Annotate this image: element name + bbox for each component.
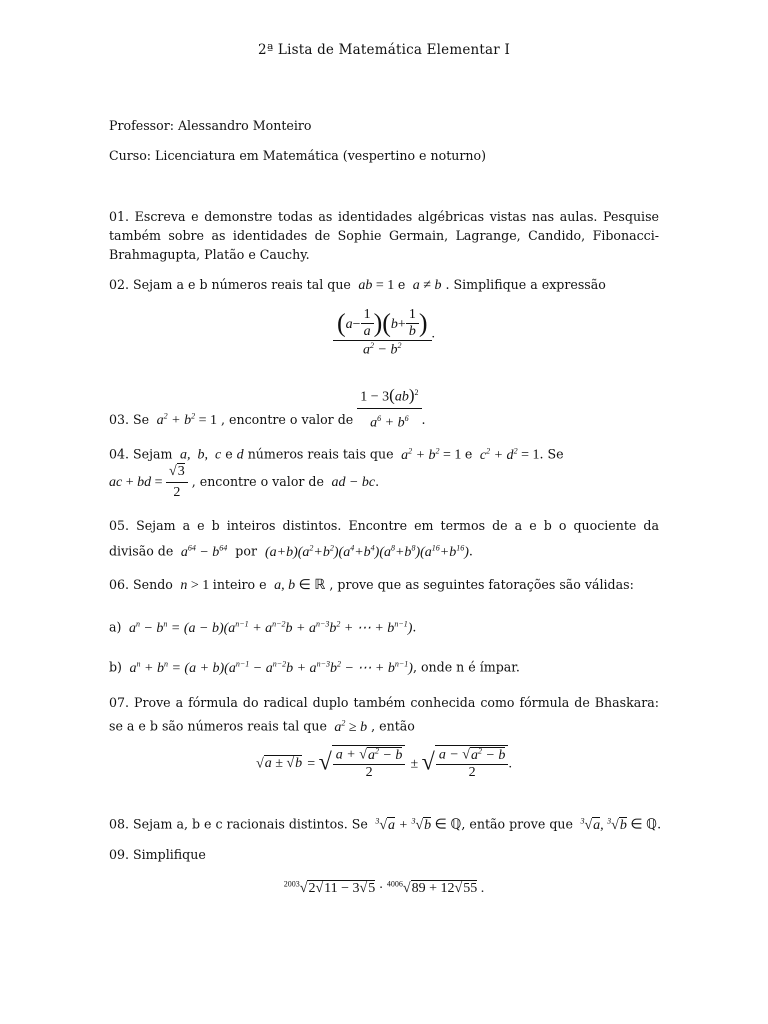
exercise-04-text-d: . Se xyxy=(539,446,564,462)
title-text: 2ª Lista de Matemática Elementar I xyxy=(258,42,510,58)
exercise-06-text-b: inteiro e xyxy=(212,577,267,592)
exercise-07-text-b: , então xyxy=(371,718,415,734)
exercise-06-statement: 06. Sendo n > 1 inteiro e a, b ∈ ℝ , prove que as seguintes fatorações são válidas: xyxy=(109,577,634,593)
exercise-06-item-b: b) $a^n + b^n = (a + b)(a^{n-1} - a^{n-2}b + a^{n-3}b^2$ − ⋯ + $b^{n-1}$), onde n é ímpar. xyxy=(109,659,520,676)
exercise-04-text-e: , encontre o valor de xyxy=(191,474,324,489)
sqrt3-over-2: $\frac{√3}{2}$ xyxy=(166,462,188,503)
exercise-09-statement: 09. Simplifique xyxy=(109,847,206,862)
exercise-06-text-c: , prove que as seguintes fatorações são válidas: xyxy=(329,577,634,592)
exercise-05-line-1: 05. Sejam a e b inteiros distintos. Encontre em termos de a e b o quociente da xyxy=(109,518,659,533)
exercise-07-text-a: se a e b são números reais tal que xyxy=(109,718,327,734)
exercise-02-statement: 02. Sejam a e b números reais tal que ab = 1 e a ≠ b . Simplifique a expressão xyxy=(109,277,606,293)
exercise-09-expression: $^{2003}$√2√11 − 3√5 · $^{4006}$√89 + 12√55 . xyxy=(283,879,485,896)
exercise-05-text-a: divisão de xyxy=(109,543,174,559)
exercise-02-expression: (a− $\frac{1}{a}$ )(b+ $\frac{1}{b}$ ) $a^2 - b^2$ . xyxy=(0,307,768,359)
exercise-07-formula: √a ± √b = √ $\frac{a + √a^2 - b}{2}$ ± √ $\frac{a - √a^2 - b}{2}$ . xyxy=(256,746,512,780)
exercise-06-item-a: a) $a^n - b^n = (a - b)(a^{n-1} + a^{n-2}b + a^{n-3}b^2$ + ⋯ + $b^{n-1}$). xyxy=(109,619,417,636)
exercise-01-line-2: também sobre as identidades de Sophie Germain, Lagrange, Candido, Fibonacci- xyxy=(109,228,659,243)
exercise-02-text-b: e xyxy=(397,277,406,292)
professor-line: Professor: Alessandro Monteiro xyxy=(109,118,312,133)
formula-a-neq-b: a ≠ b xyxy=(409,278,442,293)
exercise-06-text-a: 06. Sendo xyxy=(109,577,173,592)
exercise-04-line-1: 04. Sejam a, b, c e d números reais tais que $a^2 + b^2 = 1$ e $c^2 + d^2 = 1$. Se xyxy=(109,446,564,463)
exercise-04-line-2: ac + bd = $\frac{√3}{2}$ , encontre o valor de ad − bc. xyxy=(109,462,659,503)
exercise-07-line-1: 07. Prove a fórmula do radical duplo também conhecida como fórmula de Bhaskara: xyxy=(109,695,659,710)
exercise-07-line-2: se a e b são números reais tal que $a^2 \ge b$ , então xyxy=(109,718,415,735)
exercise-05-text-b: por xyxy=(235,543,257,559)
exercise-05-line-2: divisão de $a^{64} - b^{64}$ por $(a+b)(a^2+b^2)(a^4+b^4)(a^8+b^8)(a^{16}+b^{16})$. xyxy=(109,543,473,560)
exercise-08-text-b: , então prove que xyxy=(461,816,573,832)
exercise-02-text-a: 02. Sejam a e b números reais tal que xyxy=(109,277,351,292)
exercise-04-text-b: números reais tais que xyxy=(247,446,394,462)
exercise-04-text-a: 04. Sejam xyxy=(109,446,173,462)
exercise-03-text-a: 03. Se xyxy=(109,411,150,427)
exercise-03-text-b: , encontre o valor de xyxy=(221,411,354,427)
exercise-01-line-1: 01. Escreva e demonstre todas as identidades algébricas vistas nas aulas. Pesquise xyxy=(109,209,659,224)
exercise-03-fraction: $\frac{1 - 3(ab)^2}{a^6 + b^6}$ xyxy=(357,383,421,433)
page-title xyxy=(0,42,768,58)
exercise-04-text-c: e xyxy=(464,446,473,462)
exercise-08-text-a: 08. Sejam a, b e c racionais distintos. Se xyxy=(109,816,368,832)
exercise-01-line-3: Brahmagupta, Platão e Cauchy. xyxy=(109,247,310,262)
exercise-03-statement: 03. Se $a^2 + b^2 = 1$ , encontre o valor de $\frac{1 - 3(ab)^2}{a^6 + b^6}$ . xyxy=(109,385,659,425)
exercise-08-statement: 08. Sejam a, b e c racionais distintos. Se $^3$√a + $^3$√b ∈ ℚ, então prove que $^3$√a, $^3$√b ∈ ℚ. xyxy=(109,816,662,833)
exercise-02-text-c: . Simplifique a expressão xyxy=(445,277,606,292)
formula-ab-equals-1: ab xyxy=(354,278,373,293)
course-line: Curso: Licenciatura em Matemática (vespertino e noturno) xyxy=(109,148,486,163)
